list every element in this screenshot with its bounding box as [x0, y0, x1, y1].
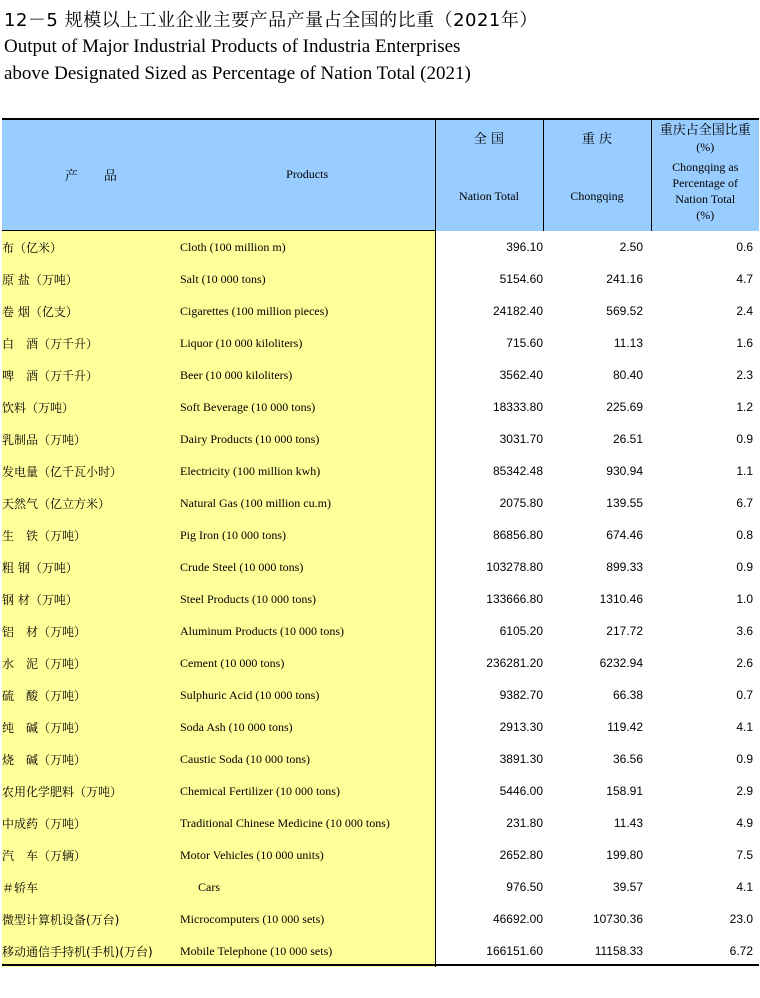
- product-name-cn: 乳制品（万吨）: [2, 423, 180, 455]
- table-row: [2, 871, 759, 903]
- nation-total-value: 2075.80: [499, 496, 543, 510]
- chongqing-value: 11.43: [613, 816, 643, 830]
- table-row: [2, 327, 759, 359]
- chongqing-value: 36.56: [612, 752, 643, 766]
- product-name-en: Cars: [180, 871, 435, 903]
- nation-total-value: 9382.70: [499, 688, 543, 702]
- table-row: [2, 839, 759, 871]
- chongqing-value: 569.52: [606, 304, 643, 318]
- percentage-value: 6.72: [729, 944, 753, 958]
- percentage-value: 2.9: [736, 784, 753, 798]
- nation-total-value: 133666.80: [486, 592, 543, 606]
- chongqing-value: 899.33: [606, 560, 643, 574]
- page-title-cn: 12－5 规模以上工业企业主要产品产量占全国的比重（2021年）: [4, 10, 538, 31]
- product-name-en: Traditional Chinese Medicine (10 000 tons): [180, 807, 435, 839]
- chongqing-value: 199.80: [606, 848, 643, 862]
- percentage-value: 3.6: [736, 624, 753, 638]
- percentage-value: 1.0: [736, 592, 753, 606]
- header-percentage-en-2: Percentage of: [672, 176, 739, 191]
- chongqing-value: 674.46: [606, 528, 643, 542]
- header-chongqing-en: Chongqing: [570, 189, 624, 204]
- header-nation-cn: 全 国: [473, 132, 505, 148]
- percentage-value: 1.6: [736, 336, 753, 350]
- table-row: [2, 903, 759, 935]
- nation-total-value: 231.80: [506, 816, 543, 830]
- product-name-en: Chemical Fertilizer (10 000 tons): [180, 775, 435, 807]
- percentage-value: 0.7: [736, 688, 753, 702]
- nation-total-value: 2652.80: [499, 848, 543, 862]
- table-row: [2, 647, 759, 679]
- header-percentage-unit-2: (%): [696, 208, 715, 223]
- chongqing-value: 119.42: [607, 720, 643, 734]
- product-name-cn: 移动通信手持机(手机)(万台): [2, 935, 180, 967]
- header-nation: [435, 118, 543, 231]
- chongqing-value: 10730.36: [592, 912, 643, 926]
- header-product-cn: 产 品: [64, 168, 117, 184]
- percentage-value: 4.1: [736, 720, 753, 734]
- product-name-cn: 中成药（万吨）: [2, 807, 180, 839]
- table-row: [2, 455, 759, 487]
- percentage-value: 4.7: [736, 272, 753, 286]
- nation-total-value: 3562.40: [499, 368, 543, 382]
- nation-total-value: 86856.80: [492, 528, 543, 542]
- product-name-en: Cement (10 000 tons): [180, 647, 435, 679]
- table-row: [2, 359, 759, 391]
- percentage-value: 4.1: [736, 880, 753, 894]
- nation-total-value: 976.50: [506, 880, 543, 894]
- product-name-cn: 铝 材（万吨）: [2, 615, 180, 647]
- header-percentage-cn: 重庆占全国比重: [659, 123, 751, 139]
- chongqing-value: 158.91: [606, 784, 643, 798]
- chongqing-value: 1310.46: [599, 592, 643, 606]
- product-name-cn: 饮料（万吨）: [2, 391, 180, 423]
- header-nation-en: Nation Total: [459, 189, 519, 204]
- chongqing-value: 217.72: [606, 624, 643, 638]
- product-name-en: Motor Vehicles (10 000 units): [180, 839, 435, 871]
- nation-total-value: 24182.40: [492, 304, 543, 318]
- product-name-cn: ＃轿车: [2, 871, 180, 903]
- product-name-en: Mobile Telephone (10 000 sets): [180, 935, 435, 967]
- table-row: [2, 583, 759, 615]
- chongqing-value: 2.50: [619, 239, 643, 254]
- percentage-value: 0.9: [736, 752, 753, 766]
- product-name-cn: 发电量（亿千瓦小时）: [2, 455, 180, 487]
- table-bottom-rule: [2, 964, 759, 966]
- header-percentage-unit-1: (%): [696, 140, 715, 155]
- product-name-en: Soft Beverage (10 000 tons): [180, 391, 435, 423]
- header-chongqing-cn: 重 庆: [581, 132, 613, 148]
- product-name-cn: 粗 钢（万吨）: [2, 551, 180, 583]
- table-row: [2, 807, 759, 839]
- product-name-cn: 天然气（亿立方米）: [2, 487, 180, 519]
- chongqing-value: 11.13: [613, 336, 643, 350]
- percentage-value: 0.9: [736, 560, 753, 574]
- chongqing-value: 11158.33: [594, 944, 643, 958]
- product-name-cn: 啤 酒（万千升）: [2, 359, 180, 391]
- percentage-value: 0.9: [736, 432, 753, 446]
- header-product-en: Products: [286, 166, 329, 181]
- chongqing-value: 241.16: [606, 272, 643, 286]
- percentage-value: 7.5: [736, 848, 753, 862]
- page-title-en-line1: Output of Major Industrial Products of Industria Enterprises: [4, 36, 461, 57]
- table-row: [2, 391, 759, 423]
- table-row: [2, 743, 759, 775]
- chongqing-value: 39.57: [612, 880, 643, 894]
- table-row: [2, 263, 759, 295]
- product-name-en: Dairy Products (10 000 tons): [180, 423, 435, 455]
- table-row: [2, 231, 759, 264]
- chongqing-value: 80.40: [612, 368, 643, 382]
- chongqing-value: 225.69: [606, 400, 643, 414]
- percentage-value: 23.0: [729, 912, 753, 926]
- product-name-cn: 纯 碱（万吨）: [2, 711, 180, 743]
- nation-total-value: 3031.70: [499, 432, 543, 446]
- percentage-value: 1.2: [736, 400, 753, 414]
- nation-total-value: 103278.80: [486, 560, 543, 574]
- product-name-en: Pig Iron (10 000 tons): [180, 519, 435, 551]
- nation-total-value: 2913.30: [499, 720, 543, 734]
- product-name-en: Cigarettes (100 million pieces): [180, 295, 435, 327]
- products-table: [2, 118, 759, 967]
- nation-total-value: 5446.00: [499, 784, 543, 798]
- product-name-cn: 汽 车（万辆）: [2, 839, 180, 871]
- percentage-value: 2.6: [736, 656, 753, 670]
- header-percentage: [651, 118, 759, 231]
- table-row: [2, 775, 759, 807]
- percentage-value: 1.1: [736, 464, 753, 478]
- product-name-en: Electricity (100 million kwh): [180, 455, 435, 487]
- nation-total-value: 715.60: [506, 336, 543, 350]
- header-products: [2, 118, 435, 231]
- table-row: [2, 679, 759, 711]
- percentage-value: 2.4: [736, 304, 753, 318]
- nation-total-value: 6105.20: [499, 624, 543, 638]
- product-name-en: Caustic Soda (10 000 tons): [180, 743, 435, 775]
- header-chongqing: [543, 118, 651, 231]
- page-title-en-line2: above Designated Sized as Percentage of Nation Total (2021): [4, 63, 471, 84]
- nation-total-value: 236281.20: [486, 656, 543, 670]
- table-row: [2, 615, 759, 647]
- header-percentage-en-3: Nation Total: [675, 192, 736, 207]
- chongqing-value: 6232.94: [599, 656, 643, 670]
- product-name-cn: 生 铁（万吨）: [2, 519, 180, 551]
- table-row: [2, 935, 759, 967]
- product-name-en: Microcomputers (10 000 sets): [180, 903, 435, 935]
- nation-total-value: 18333.80: [492, 400, 543, 414]
- nation-total-value: 5154.60: [499, 272, 543, 286]
- product-name-en: Aluminum Products (10 000 tons): [180, 615, 435, 647]
- table-row: [2, 519, 759, 551]
- table-row: [2, 711, 759, 743]
- product-name-cn: 布（亿米）: [2, 231, 180, 264]
- percentage-value: 2.3: [736, 368, 753, 382]
- nation-total-value: 85342.48: [492, 464, 543, 478]
- header-percentage-en-1: Chongqing as: [672, 160, 739, 175]
- percentage-value: 0.6: [736, 239, 753, 254]
- chongqing-value: 66.38: [612, 688, 643, 702]
- product-name-en: Salt (10 000 tons): [180, 263, 435, 295]
- product-name-en: Sulphuric Acid (10 000 tons): [180, 679, 435, 711]
- table-header-row: [2, 118, 759, 231]
- product-name-en: Crude Steel (10 000 tons): [180, 551, 435, 583]
- table-row: [2, 295, 759, 327]
- table-row: [2, 423, 759, 455]
- table-top-rule: [2, 118, 759, 120]
- product-name-cn: 农用化学肥料（万吨）: [2, 775, 180, 807]
- product-name-cn: 烧 碱（万吨）: [2, 743, 180, 775]
- nation-total-value: 3891.30: [499, 752, 543, 766]
- product-name-cn: 卷 烟（亿支）: [2, 295, 180, 327]
- product-name-en: Steel Products (10 000 tons): [180, 583, 435, 615]
- chongqing-value: 26.51: [612, 432, 643, 446]
- chongqing-value: 139.55: [606, 496, 643, 510]
- chongqing-value: 930.94: [606, 464, 643, 478]
- product-name-cn: 原 盐（万吨）: [2, 263, 180, 295]
- percentage-value: 0.8: [736, 528, 753, 542]
- table-row: [2, 551, 759, 583]
- product-name-cn: 水 泥（万吨）: [2, 647, 180, 679]
- percentage-value: 4.9: [736, 816, 753, 830]
- product-name-cn: 微型计算机设备(万台): [2, 903, 180, 935]
- product-name-en: Soda Ash (10 000 tons): [180, 711, 435, 743]
- table-row: [2, 487, 759, 519]
- nation-total-value: 46692.00: [492, 912, 543, 926]
- product-name-en: Liquor (10 000 kiloliters): [180, 327, 435, 359]
- nation-total-value: 166151.60: [486, 944, 543, 958]
- product-name-en: Cloth (100 million m): [180, 231, 435, 264]
- product-name-cn: 钢 材（万吨）: [2, 583, 180, 615]
- percentage-value: 6.7: [736, 496, 753, 510]
- product-name-en: Natural Gas (100 million cu.m): [180, 487, 435, 519]
- nation-total-value: 396.10: [506, 239, 543, 254]
- product-name-cn: 白 酒（万千升）: [2, 327, 180, 359]
- product-name-en: Beer (10 000 kiloliters): [180, 359, 435, 391]
- product-name-cn: 硫 酸（万吨）: [2, 679, 180, 711]
